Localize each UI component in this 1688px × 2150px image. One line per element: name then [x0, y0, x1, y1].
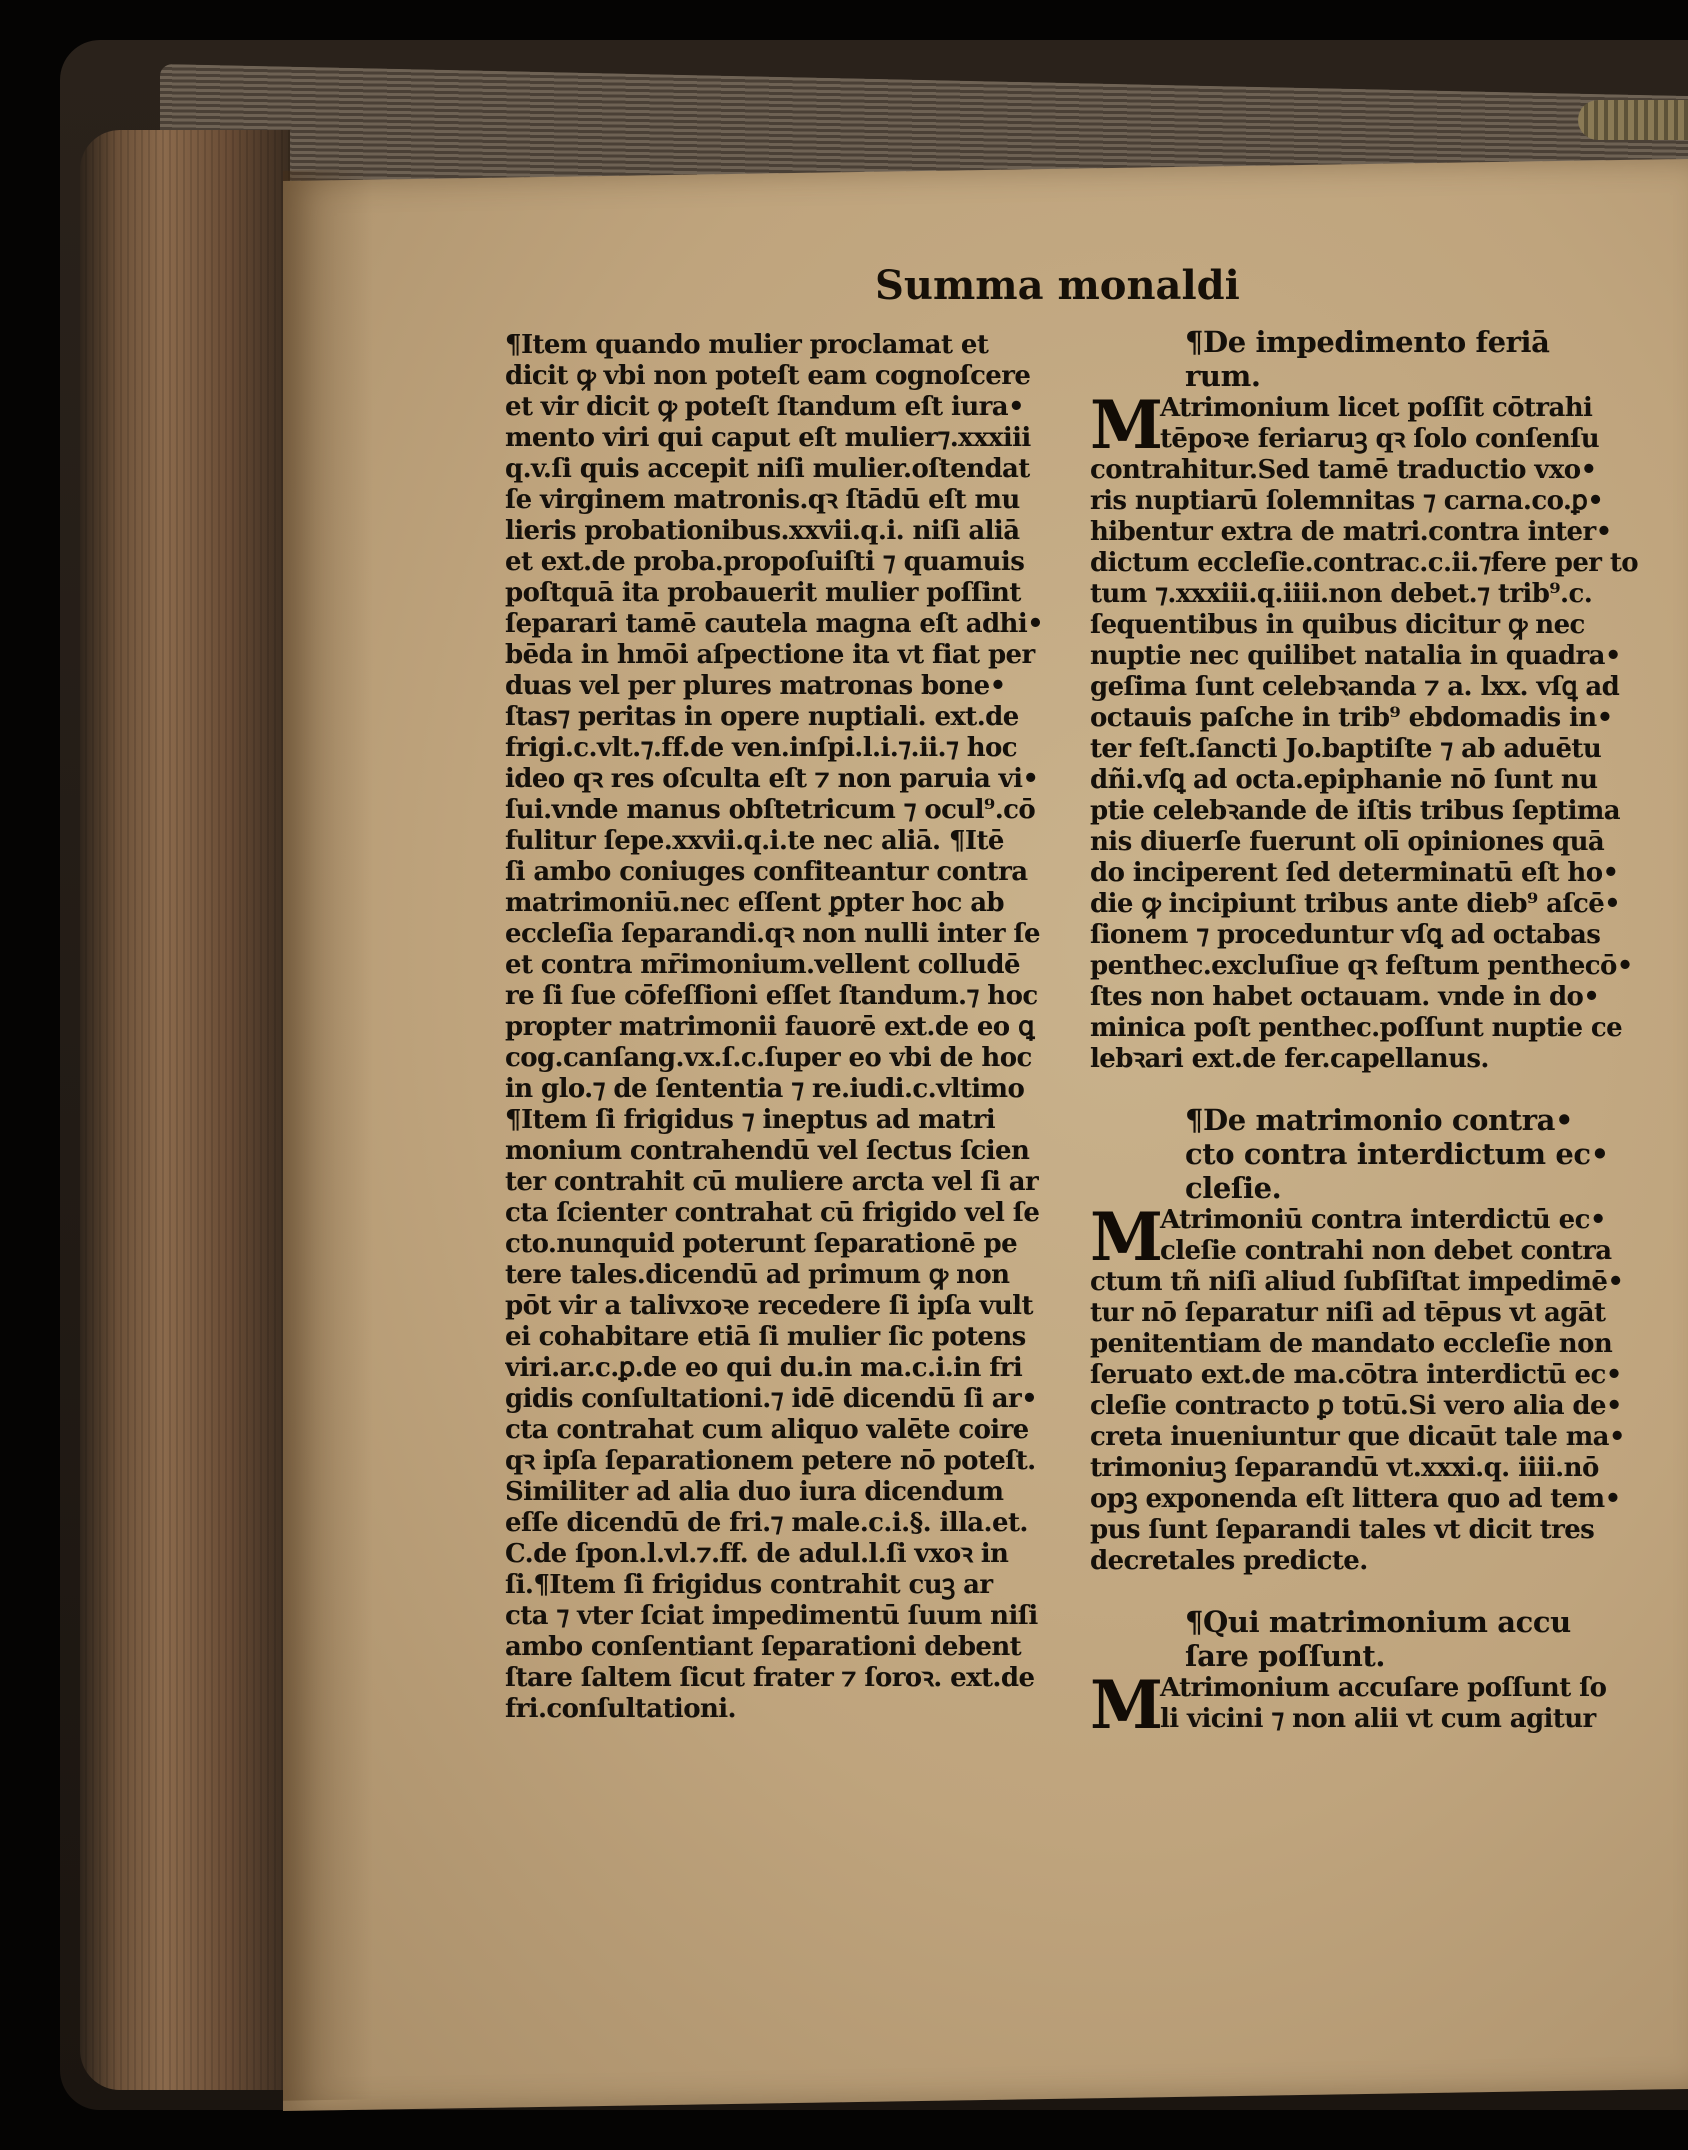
text-line: opꝫ exponenda eſt littera quo ad tem• [1090, 1484, 1621, 1514]
text-line: fulitur ſepe.xxvii.q.i.te nec aliā. ¶Itē [505, 826, 1004, 856]
section-heading: ¶De matrimonio contra• [1185, 1103, 1574, 1137]
running-head: Summa monaldi [875, 262, 1240, 309]
text-line: minica poſt penthec.poſſunt nuptie ce [1090, 1013, 1623, 1043]
text-line: octauis paſche in trib⁹ ebdomadis in• [1090, 703, 1613, 733]
text-line: ſtas⁊ peritas in opere nuptiali. ext.de [505, 702, 1019, 732]
text-line: Similiter ad alia duo iura dicendum [505, 1477, 1004, 1507]
text-line: mento viri qui caput eſt mulier⁊.xxxiii [505, 423, 1031, 453]
text-line: ſtare ſaltem ſicut frater ⁊ ſoroꝛ. ext.de [505, 1663, 1035, 1693]
text-line: ſequentibus in quibus dicitur ꝙ nec [1090, 610, 1585, 640]
text-line: nuptie nec quilibet natalia in quadra• [1090, 641, 1621, 671]
text-line: poſtquā ita probauerit mulier poſſint [505, 578, 1021, 608]
text-line: hibentur extra de matri.contra inter• [1090, 517, 1612, 547]
text-line: ſeparari tamē cautela magna eſt adhi• [505, 609, 1044, 639]
text-line: monium contrahendū vel ſectus ſcien [505, 1136, 1030, 1166]
text-line: dñi.vſꝗ ad octa.epiphanie nō ſunt nu [1090, 765, 1598, 795]
text-line: ambo conſentiant ſeparationi debent [505, 1632, 1022, 1662]
text-line: Atrimonium accuſare poſſunt ſo [1160, 1673, 1607, 1703]
text-line: cog.canſang.vx.ſ.c.ſuper eo vbi de hoc [505, 1043, 1032, 1073]
text-line: et ext.de proba.propoſuiſti ⁊ quamuis [505, 547, 1025, 577]
text-line: ctum tñ niſi aliud ſubſiſtat impedimē• [1090, 1267, 1624, 1297]
section-contra-interdictum [1090, 1103, 1650, 1577]
text-line: ris nuptiarū ſolemnitas ⁊ carna.co.ꝑ• [1090, 486, 1604, 516]
text-line: li vicini ⁊ non alii vt cum agitur [1160, 1704, 1596, 1734]
section-qui-accusare [1090, 1605, 1650, 1744]
text-line: pus ſunt ſeparandi tales vt dicit tres [1090, 1515, 1595, 1545]
text-line: bēda in hmōi aſpectione ita vt fiat per [505, 640, 1035, 670]
text-line: trimoniuꝫ ſeparandū vt.xxxi.q. iiii.nō [1090, 1453, 1599, 1483]
drop-initial: M [1090, 1198, 1164, 1276]
text-line: pōt vir a talivxoꝛe recedere ſi ipſa vult [505, 1291, 1033, 1321]
text-line: tur nō ſeparatur niſi ad tēpus vt agāt [1090, 1298, 1606, 1328]
text-line: ſionem ⁊ proceduntur vſꝗ ad octabas [1090, 920, 1601, 950]
text-line: eſſe dicendū de fri.⁊ male.c.i.§. illa.et. [505, 1508, 1028, 1538]
text-line: et contra mr̄imonium.vellent colludē [505, 950, 1020, 980]
text-line: dicit ꝙ vbi non poteſt eam cognoſcere [505, 361, 1031, 391]
text-line: qꝛ ipſa ſeparationem petere nō poteſt. [505, 1446, 1036, 1476]
text-line: viri.ar.c.ꝑ.de eo qui du.in ma.c.i.in fri [505, 1353, 1023, 1383]
section-heading: ſare poſſunt. [1185, 1639, 1386, 1673]
text-line: ſui.vnde manus obſtetricum ⁊ ocul⁹.cō [505, 795, 1036, 825]
text-line: cta contrahat cum aliquo valēte coire [505, 1415, 1029, 1445]
text-line: ſeruato ext.de ma.cōtra interdictū ec• [1090, 1360, 1622, 1390]
page-edges-fore-edge [80, 130, 290, 2090]
text-line: ¶Item quando mulier proclamat et [505, 330, 989, 360]
text-line: tere tales.dicendū ad primum ꝙ non [505, 1260, 1010, 1290]
text-line: cta ⁊ vter ſciat impedimentū ſuum niſi [505, 1601, 1038, 1631]
text-line: dictum eccleſie.contrac.c.ii.⁊fere per to [1090, 548, 1639, 578]
section-heading: cleſie. [1185, 1171, 1282, 1205]
binding-string [1578, 100, 1688, 140]
section-heading: cto contra interdictum ec• [1185, 1137, 1609, 1171]
paragraph [1090, 1198, 1650, 1577]
text-line: decretales predicte. [1090, 1546, 1368, 1576]
text-line: et vir dicit ꝙ poteſt ſtandum eſt iura• [505, 392, 1024, 422]
text-line: duas vel per plures matronas bone• [505, 671, 1006, 701]
text-line: contrahitur.Sed tamē traductio vxo• [1090, 455, 1597, 485]
text-line: lieris probationibus.xxvii.q.i. niſi aliā [505, 516, 1020, 546]
text-line: eccleſia ſeparandi.qꝛ non nulli inter ſe [505, 919, 1040, 949]
text-line: ſi ambo coniuges confiteantur contra [505, 857, 1028, 887]
text-line: in glo.⁊ de ſententia ⁊ re.iudi.c.vltimo [505, 1074, 1025, 1104]
paragraph [1090, 1666, 1650, 1744]
text-line: geſima ſunt celebꝛanda ⁊ a. lxx. vſꝗ ad [1090, 672, 1620, 702]
drop-initial: M [1090, 1666, 1164, 1744]
section-heading: ¶De impedimento feriā [1185, 325, 1550, 359]
text-line: ei cohabitare etiā ſi mulier ſic potens [505, 1322, 1026, 1352]
text-line: penthec.excluſiue qꝛ feſtum penthecō• [1090, 951, 1633, 981]
text-line: gidis conſultationi.⁊ idē dicendū ſi ar• [505, 1384, 1038, 1414]
text-line: nis diuerſe fuerunt olī opiniones quā [1090, 827, 1605, 857]
text-line: re ſi ſue cōfeſſioni eſſet ſtandum.⁊ hoc [505, 981, 1038, 1011]
text-line: ter feſt.ſancti Jo.baptiſte ⁊ ab aduētu [1090, 734, 1602, 764]
text-line: lebꝛari ext.de fer.capellanus. [1090, 1044, 1489, 1074]
section-feriarum [1090, 325, 1650, 1075]
gutter-shadow [283, 169, 373, 2100]
text-line: cleſie contracto ꝑ totū.Si vero alia de• [1090, 1391, 1622, 1421]
text-line: ſe virginem matronis.qꝛ ſtādū eſt mu [505, 485, 1020, 515]
text-line: fri.conſultationi. [505, 1694, 736, 1724]
right-column [1090, 325, 1650, 1744]
text-line: frigi.c.vlt.⁊.ff.de ven.inſpi.l.i.⁊.ii.⁊ hoc [505, 733, 1018, 763]
text-line: propter matrimonii fauorē ext.de eo ꝗ [505, 1012, 1034, 1042]
text-line: ptie celebꝛande de iſtis tribus ſeptima [1090, 796, 1620, 826]
paragraph [1090, 386, 1650, 1075]
left-column [505, 330, 1065, 1725]
drop-initial: M [1090, 386, 1164, 464]
text-line: penitentiam de mandato eccleſie non [1090, 1329, 1613, 1359]
text-line: cto.nunquid poterunt ſeparationē pe [505, 1229, 1018, 1259]
text-line: Atrimoniū contra interdictū ec• [1160, 1205, 1606, 1235]
text-line: ideo qꝛ res oſculta eſt ⁊ non paruia vi• [505, 764, 1039, 794]
text-line: ſi.¶Item ſi frigidus contrahit cuꝫ ar [505, 1570, 993, 1600]
section-heading: rum. [1185, 359, 1261, 393]
text-line: C.de ſpon.l.vl.⁊.ff. de adul.l.ſi vxoꝛ in [505, 1539, 1009, 1569]
text-line: do inciperent ſed determinatū eſt ho• [1090, 858, 1619, 888]
text-line: die ꝙ incipiunt tribus ante dieb⁹ aſcē• [1090, 889, 1621, 919]
text-line: Atrimonium licet poſſit cōtrahi [1160, 393, 1593, 423]
text-line: creta inueniuntur que dicaūt tale ma• [1090, 1422, 1625, 1452]
text-line: cleſie contrahi non debet contra [1160, 1236, 1612, 1266]
text-line: ter contrahit cū muliere arcta vel ſi ar [505, 1167, 1039, 1197]
text-line: ſtes non habet octauam. vnde in do• [1090, 982, 1600, 1012]
text-line: ¶Item ſi frigidus ⁊ ineptus ad matri [505, 1105, 996, 1135]
text-line: tēpoꝛe feriaruꝫ qꝛ ſolo conſenſu [1160, 424, 1600, 454]
text-line: q.v.ſi quis accepit niſi mulier.oſtendat [505, 454, 1030, 484]
text-line: tum ⁊.xxxiii.q.iiii.non debet.⁊ trib⁹.c. [1090, 579, 1593, 609]
text-line: cta ſcienter contrahat cū frigido vel ſe [505, 1198, 1040, 1228]
text-line: matrimoniū.nec eſſent ꝑpter hoc ab [505, 888, 1005, 918]
section-heading: ¶Qui matrimonium accu [1185, 1605, 1571, 1639]
